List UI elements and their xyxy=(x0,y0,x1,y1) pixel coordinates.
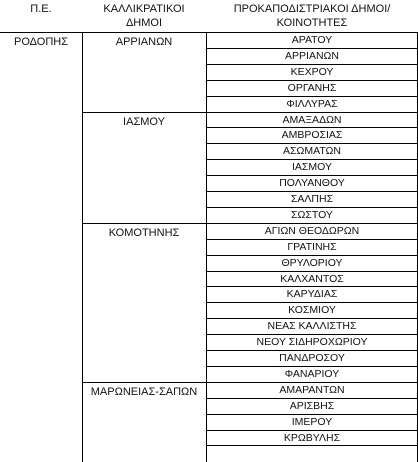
header-prokapodistriakoi-line1: ΠΡΟΚΑΠΟΔΙΣΤΡΙΑΚΟΙ ΔΗΜΟΙ/ xyxy=(233,3,391,15)
municipality-name: ΑΡΡΙΑΝΩΝ xyxy=(115,36,173,48)
municipality-name: ΙΑΣΜΟΥ xyxy=(123,115,165,128)
community-cell: ΑΓΙΩΝ ΘΕΟΔΩΡΩΝ xyxy=(264,224,360,237)
community-cell: ΝΕΑΣ ΚΑΛΛΙΣΤΗΣ xyxy=(267,320,357,333)
header-prokapodistriakoi xyxy=(206,0,418,36)
community-cell: ΑΡΙΣΒΗΣ xyxy=(289,399,335,412)
community-cell: ΚΡΩΒΥΛΗΣ xyxy=(283,431,341,444)
column-divider-kallikratikoi xyxy=(206,32,207,462)
community-cell: ΟΡΓΑΝΗΣ xyxy=(287,81,337,94)
community-cell: ΠΑΝΔΡΟΣΟΥ xyxy=(279,352,345,364)
column-divider-pe xyxy=(82,32,83,462)
pe-cell xyxy=(0,35,82,49)
header-kallikratikoi-line1: ΚΑΛΛΙΚΡΑΤΙΚΟΙ xyxy=(103,3,185,15)
pe-value: ΡΟΔΟΠΗΣ xyxy=(13,36,69,48)
municipality-name: ΜΑΡΩΝΕΙΑΣ-ΣΑΠΩΝ xyxy=(90,385,198,398)
community-cell: ΑΜΑΞΑΔΩΝ xyxy=(282,113,342,126)
community-cell: ΣΑΛΠΗΣ xyxy=(290,193,334,205)
community-cell: ΦΑΝΑΡΙΟΥ xyxy=(284,367,340,380)
community-cell: ΙΜΕΡΟΥ xyxy=(291,415,333,428)
community-cell: ΣΩΣΤΟΥ xyxy=(291,208,333,221)
community-cell: ΚΑΡΥΔΙΑΣ xyxy=(286,288,338,301)
community-cell: ΑΜΒΡΟΣΙΑΣ xyxy=(281,129,343,142)
header-pe-label: Π.Ε. xyxy=(30,3,52,15)
community-cell: ΝΕΟΥ ΣΙΔΗΡΟΧΩΡΙΟΥ xyxy=(256,336,368,349)
community-cell: ΑΣΩΜΑΤΩΝ xyxy=(283,145,341,158)
header-kallikratikoi xyxy=(82,0,206,36)
municipality-divider xyxy=(82,112,206,113)
community-cell: ΚΕΧΡΟΥ xyxy=(290,65,334,78)
community-cell: ΚΟΣΜΙΟΥ xyxy=(288,304,336,317)
row-divider xyxy=(206,445,417,446)
municipality-divider xyxy=(82,382,206,383)
community-cell: ΑΡΑΤΟΥ xyxy=(291,34,333,46)
community-cell: ΙΑΣΜΟΥ xyxy=(292,161,332,174)
header-pe xyxy=(0,0,82,36)
municipality-name: ΚΟΜΟΤΗΝΗΣ xyxy=(108,226,180,239)
community-cell: ΓΡΑΤΙΝΗΣ xyxy=(287,240,337,253)
community-cell: ΘΡΥΛΟΡΙΟΥ xyxy=(281,256,343,269)
header-kallikratikoi-line2: ΔΗΜΟΙ xyxy=(125,17,163,29)
community-cell: ΠΟΛΥΑΝΘΟΥ xyxy=(279,177,345,190)
municipality-divider xyxy=(82,223,206,224)
community-cell: ΑΜΑΡΑΝΤΩΝ xyxy=(279,383,345,396)
community-cell: ΑΡΡΙΑΝΩΝ xyxy=(285,49,339,62)
header-prokapodistriakoi-line2: ΚΟΙΝΟΤΗΤΕΣ xyxy=(276,17,348,29)
community-cell: ΚΑΛΧΑΝΤΟΣ xyxy=(280,272,344,285)
community-cell: ΦΙΛΛΥΡΑΣ xyxy=(286,97,338,110)
